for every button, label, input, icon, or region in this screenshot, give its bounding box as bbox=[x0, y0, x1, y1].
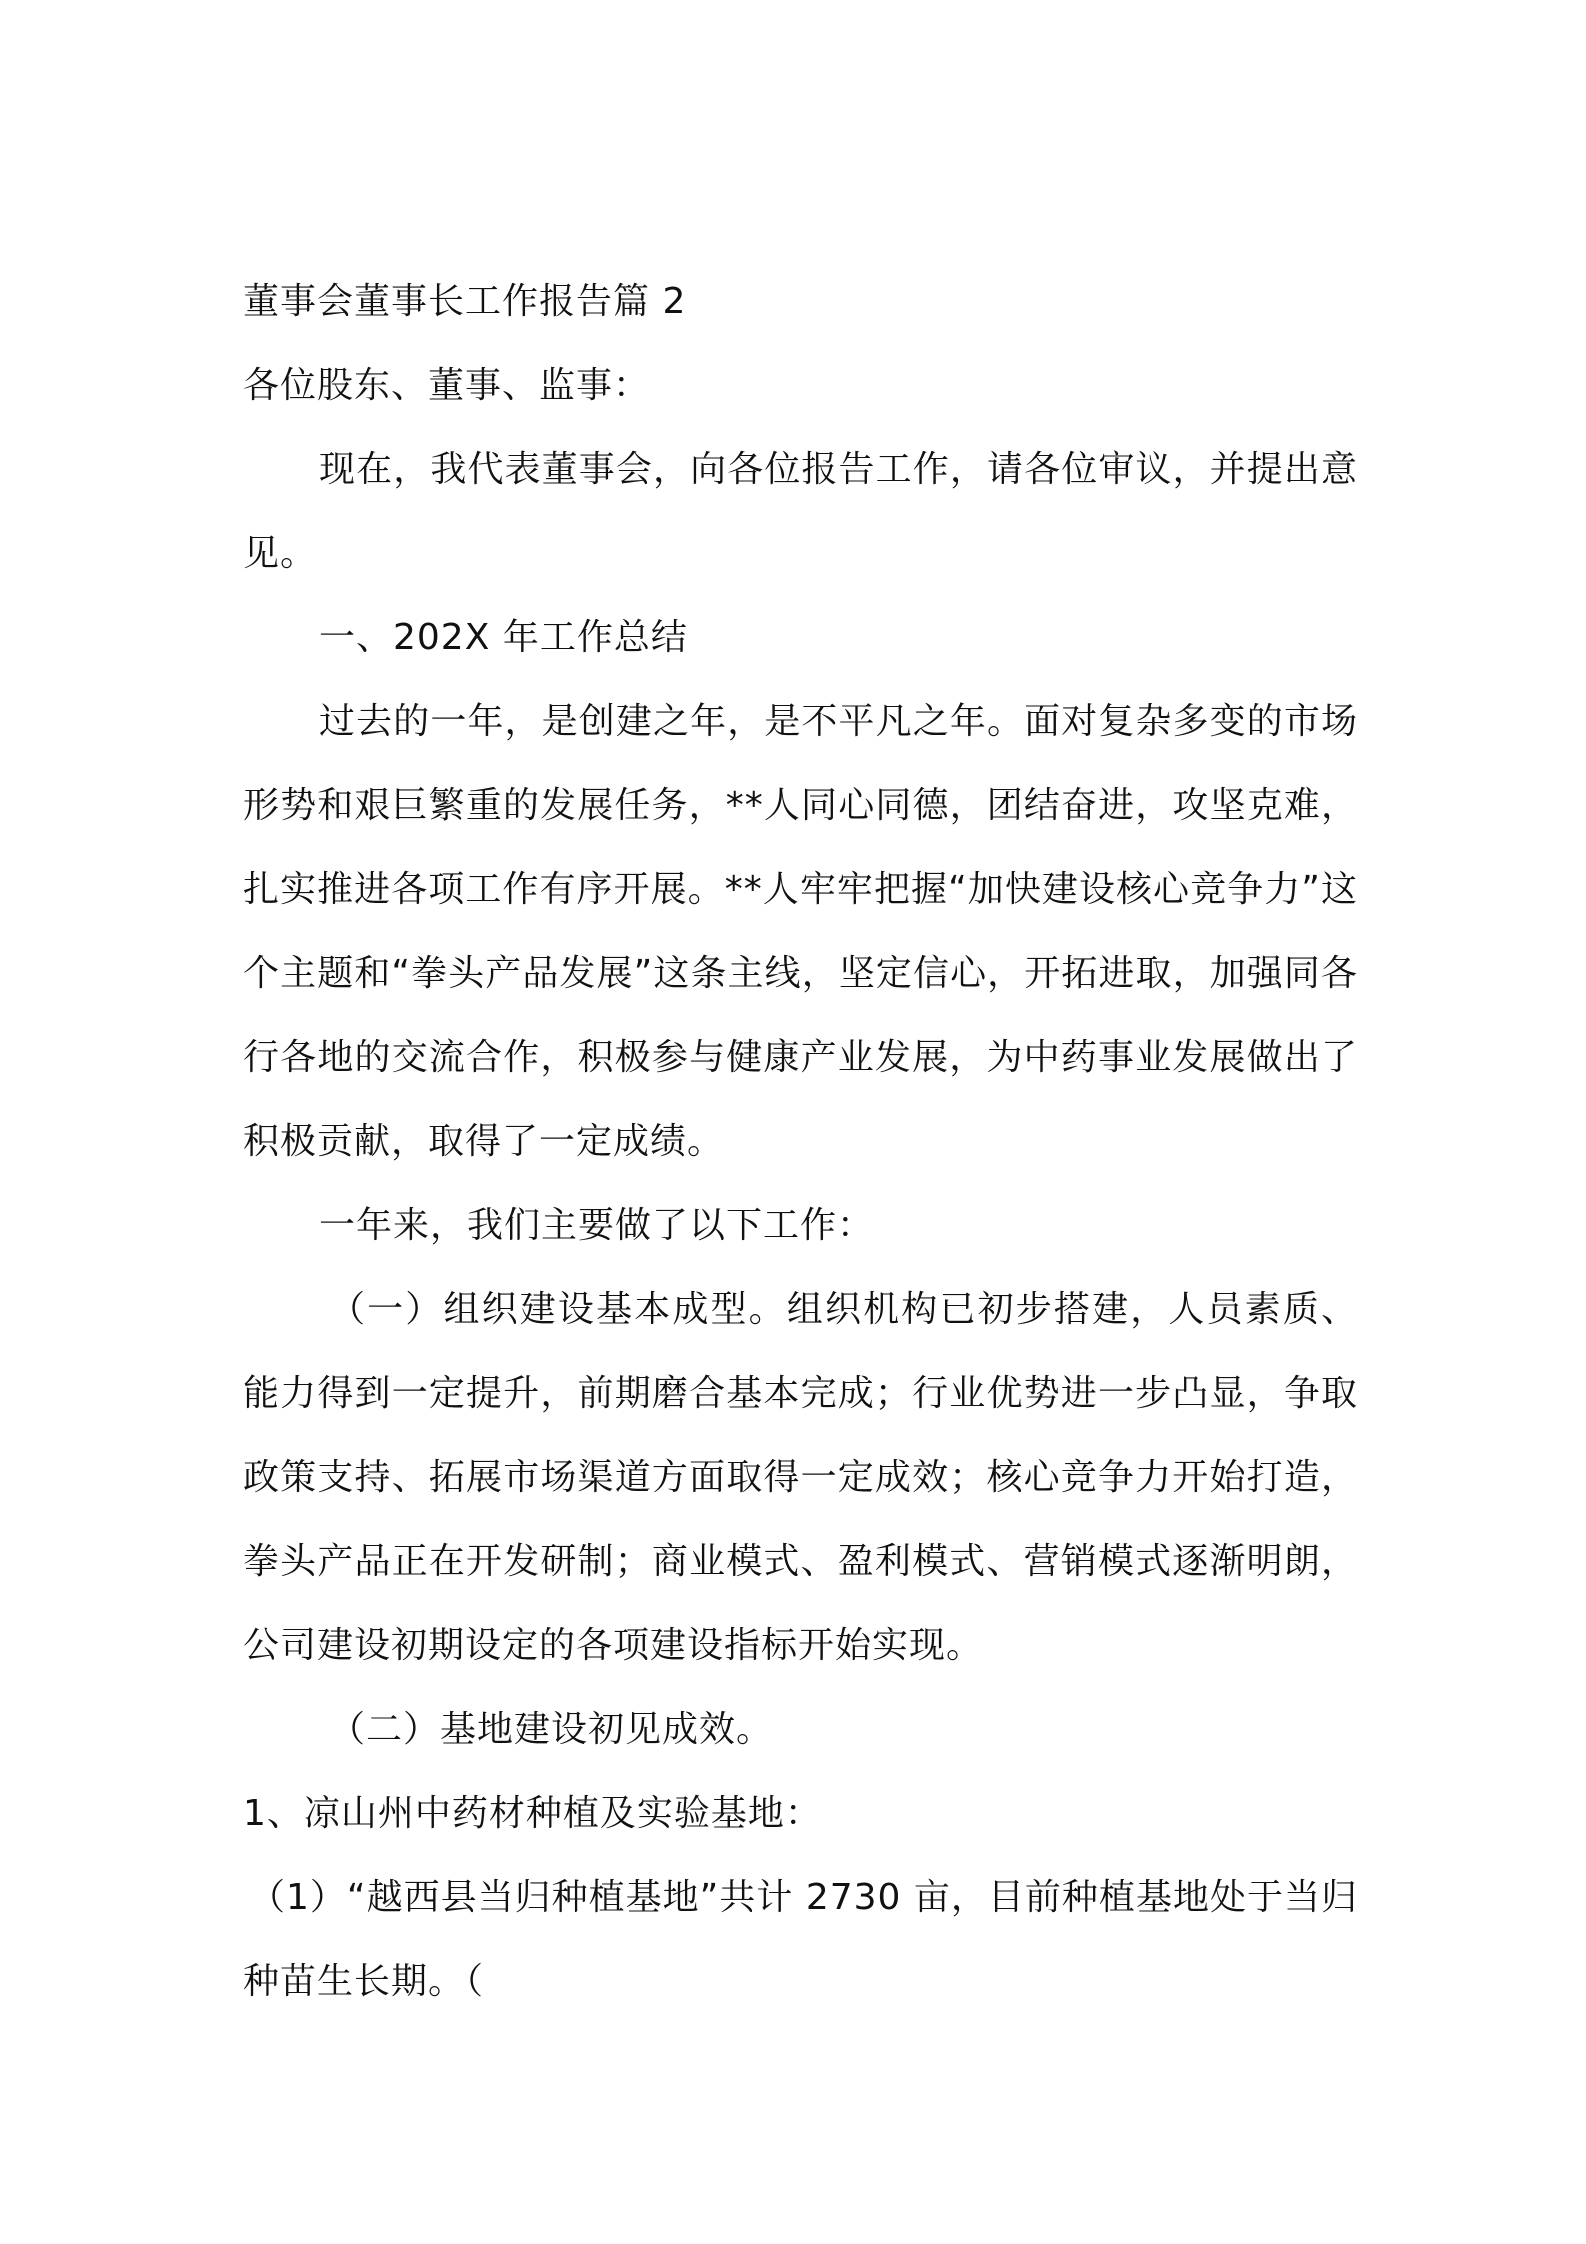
organization-paragraph: （一）组织建设基本成型。组织机构已初步搭建，人员素质、能力得到一定提升，前期磨合基本完成；行业优势进一步凸显，争取政策支持、拓展市场渠道方面取得一定成效；核心竞争力开始打造，拳头产品正在开发研制；商业模式、盈利模式、营销模式逐渐明朗，公司建设初期设定的各项建设指标开始实现。 bbox=[243, 1289, 1358, 1666]
salutation: 各位股东、董事、监事： bbox=[243, 365, 651, 406]
intro-paragraph: 现在，我代表董事会，向各位报告工作，请各位审议，并提出意见。 bbox=[243, 449, 1358, 574]
liangshan-base-heading: 1、凉山州中药材种植及实验基地： bbox=[243, 1793, 822, 1834]
document-body bbox=[243, 260, 1358, 2024]
summary-paragraph: 过去的一年，是创建之年，是不平凡之年。面对复杂多变的市场形势和艰巨繁重的发展任务，**人同心同德，团结奋进，攻坚克难，扎实推进各项工作有序开展。**人牢牢把握“加快建设核心竞争力”这个主题和“拳头产品发展”这条主线，坚定信心，开拓进取，加强同各行各地的交流合作，积极参与健康产业发展，为中药事业发展做出了积极贡献，取得了一定成绩。 bbox=[243, 701, 1358, 1162]
yuexi-base-paragraph: （1）“越西县当归种植基地”共计 2730 亩，目前种植基地处于当归种苗生长期。（ bbox=[243, 1877, 1358, 2002]
section-heading-1: 一、202X 年工作总结 bbox=[319, 617, 688, 658]
document-title: 董事会董事长工作报告篇 2 bbox=[243, 281, 687, 322]
work-intro-paragraph: 一年来，我们主要做了以下工作： bbox=[319, 1205, 875, 1246]
base-construction-heading: （二）基地建设初见成效。 bbox=[329, 1709, 774, 1750]
